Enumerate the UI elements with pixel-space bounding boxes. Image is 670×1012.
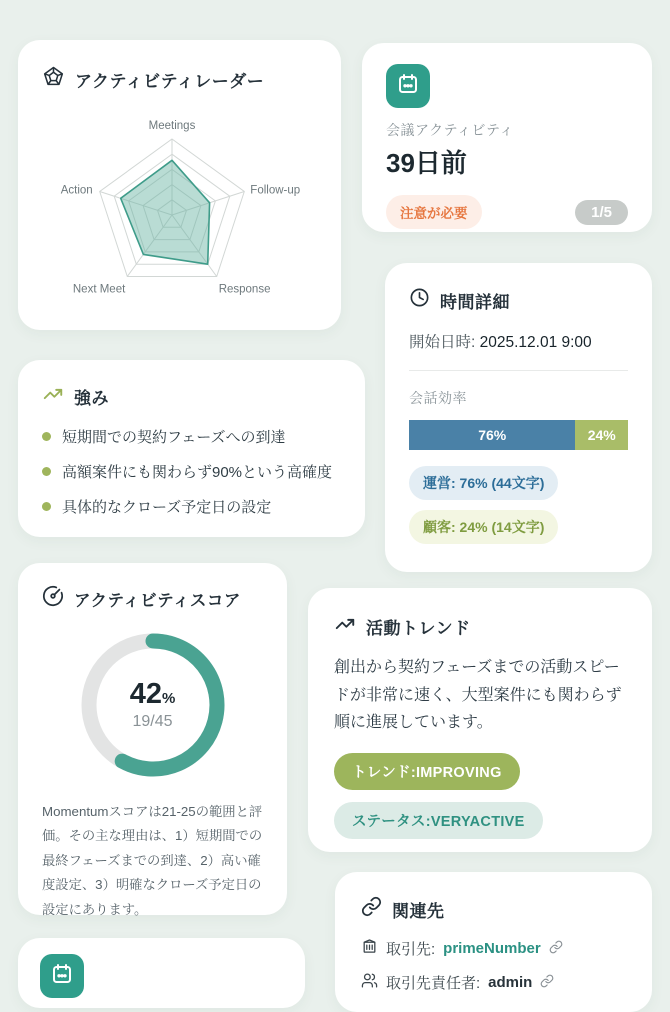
users-icon [361,972,378,993]
efficiency-stacked-bar [409,420,628,450]
bullet-dot-icon [42,502,51,511]
trend-card-title [334,613,626,640]
donut-center-label [73,625,233,785]
building-icon [361,938,378,959]
score-donut-chart [73,625,233,785]
radar-axis-label: Response [218,283,271,296]
external-link-icon[interactable] [549,940,563,958]
time-card-title-text: 時間詳細 [440,292,510,312]
conversation-efficiency-label: 会話効率 [409,390,467,406]
bullet-dot-icon [42,467,51,476]
calendar-icon-tile [40,954,84,998]
radar-chart [42,95,317,334]
external-link-icon[interactable] [540,974,554,992]
trending-up-icon [334,613,356,640]
trend-description: 創出から契約フェーズまでの活動スピードが非常に速く、大型案件にも関わらず順に進展しています。 [334,659,622,732]
trending-up-icon [42,383,64,410]
list-item [42,426,341,447]
start-datetime-row [409,330,628,352]
account-label: 取引先: [386,941,436,958]
start-datetime-label: 開始日時: [409,334,476,351]
bullet-dot-icon [42,432,51,441]
radar-axis-label: Next Meet [72,283,126,296]
calendar-icon-tile [386,64,430,108]
strength-text: 短期間での契約フェーズへの到達 [62,429,286,446]
meeting-activity-label: 会議アクティビティ [386,122,514,138]
strength-text: 高額案件にも関わらず90%という高確度 [62,464,333,481]
operator-share-badge: 運営: 76% (44文字) [409,466,558,500]
link-icon [361,896,382,922]
radar-card-title-text: アクティビティレーダー [75,71,265,91]
strengths-card-title-text: 強み [74,389,109,408]
radar-card-title [42,65,317,93]
trend-card-title-text: 活動トレンド [366,619,471,638]
activity-trend-card [308,588,652,852]
radar-axis-label: Meetings [148,120,196,132]
trend-status-badge: トレンド:IMPROVING [334,753,520,790]
related-card-title-text: 関連先 [392,901,445,921]
strength-text: 具体的なクローズ予定日の設定 [62,499,272,516]
meeting-days-ago-value: 39日前 [386,148,467,178]
list-item [361,938,626,959]
score-card-title [42,585,263,612]
time-card-title [409,287,628,313]
next-card-partial [18,938,305,1008]
start-datetime-value: 2025.12.01 9:00 [479,334,592,351]
bar-segment-顧客: 24% [575,420,628,450]
bar-segment-運営: 76% [409,420,575,450]
radar-card [18,40,341,330]
related-records-card [335,872,652,1012]
score-description: Momentumスコアは21-25の範囲と評価。その主な理由は、1）短期間での最終フェーズまでの到達、2）高い確度設定、3）明確なクローズ予定日の設定にあります。 [42,804,263,917]
customer-share-badge: 顧客: 24% (14文字) [409,510,558,544]
strengths-card [18,360,365,537]
calendar-icon [396,72,420,101]
score-card-title-text: アクティビティスコア [74,591,241,610]
radar-axis-label: Follow-up [250,184,301,197]
radar-axis-label: Action [60,184,93,197]
list-item [42,461,341,482]
contact-label: 取引先責任者: [386,975,481,992]
contact-link[interactable]: admin [488,974,533,991]
list-item [361,972,626,993]
score-percent: 42% [129,677,176,710]
time-detail-card [385,263,652,572]
count-indicator: 1/5 [575,200,628,225]
calendar-icon [50,962,74,991]
strengths-list [42,426,341,517]
activity-score-card [18,563,287,915]
meeting-activity-card [362,43,652,232]
score-fraction: 19/45 [132,712,173,730]
activity-status-badge: ステータス:VERYACTIVE [334,802,543,839]
divider [409,370,628,371]
strengths-card-title [42,383,341,410]
related-card-title [361,896,626,922]
list-item [42,496,341,517]
account-link[interactable]: primeNumber [443,940,541,957]
related-list [361,938,626,993]
attention-required-badge: 注意が必要 [386,195,482,229]
clock-icon [409,287,430,313]
pentagon-radar-icon [42,65,65,93]
gauge-icon [42,585,64,612]
